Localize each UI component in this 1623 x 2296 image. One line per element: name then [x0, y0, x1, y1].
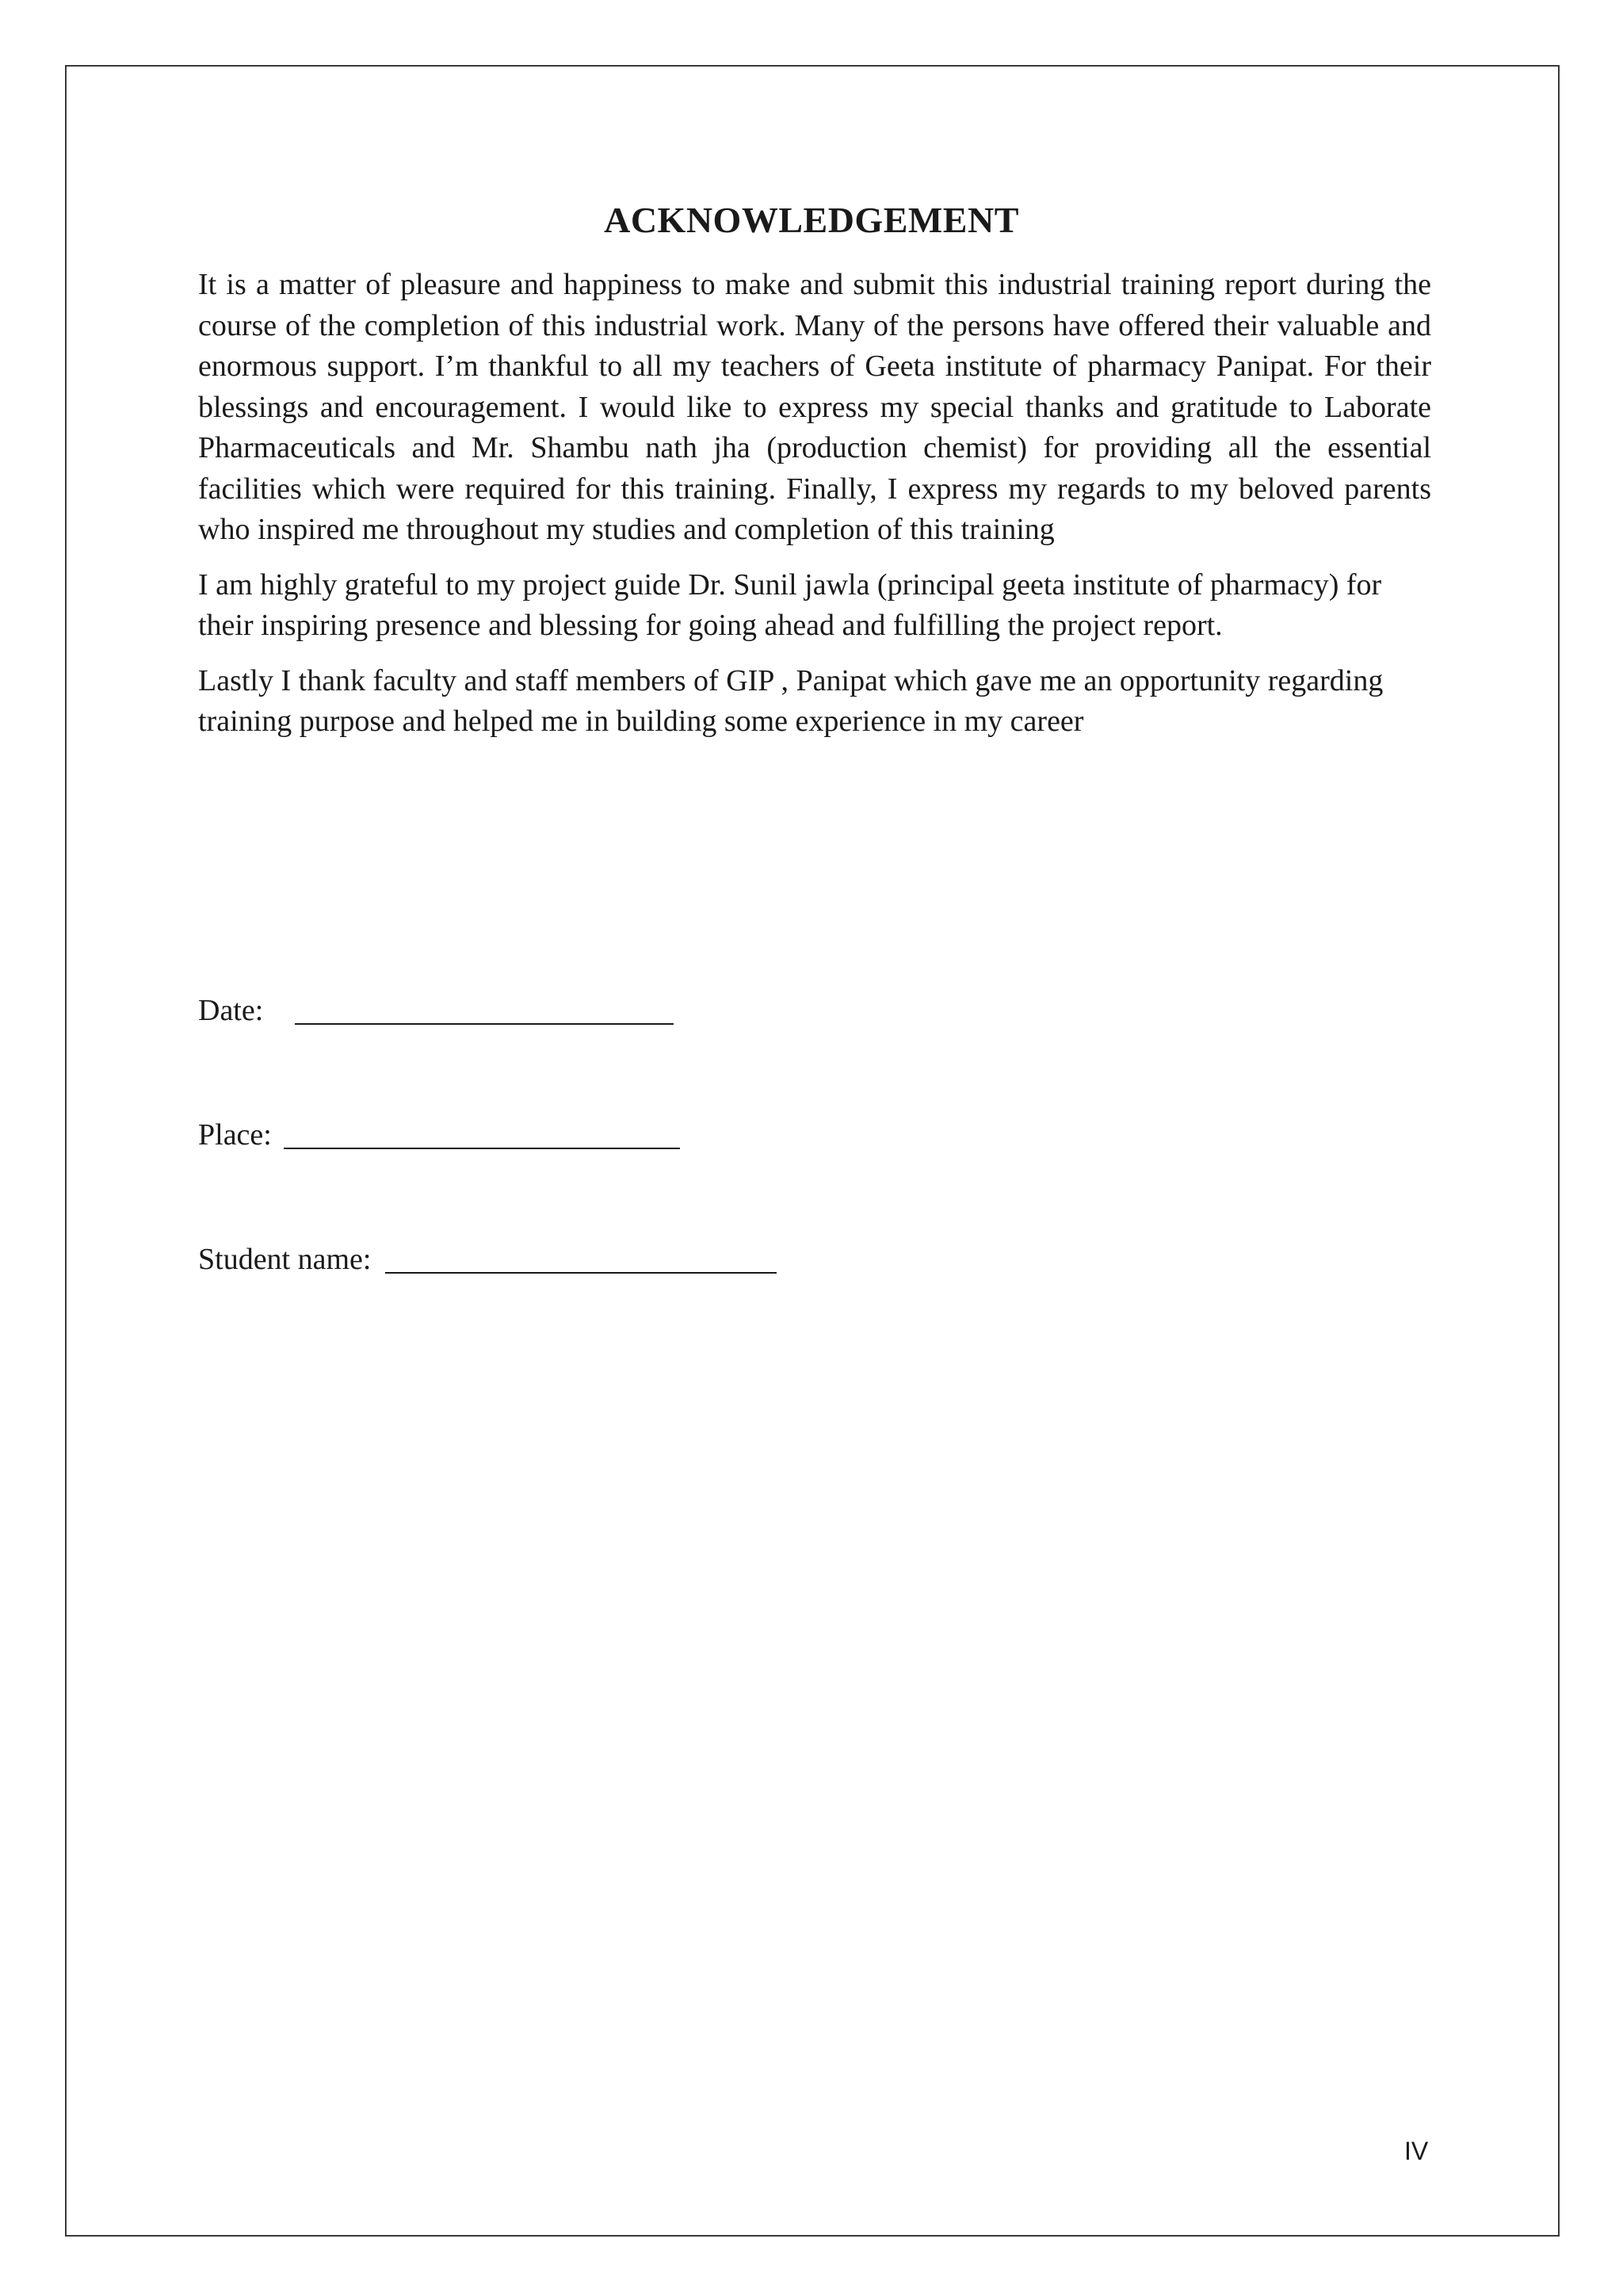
place-field — [198, 1115, 680, 1155]
paragraph-project-guide: I am highly grateful to my project guide Dr. Sunil jawla (principal geeta institute of pharmacy) for their inspiring presence and blessing for going ahead and fulfilling the project report. — [198, 567, 1382, 642]
student-name-blank-line — [385, 1242, 777, 1274]
page-number: IV — [1404, 2137, 1429, 2165]
page-title: ACKNOWLEDGEMENT — [604, 200, 1019, 240]
place-label: Place: — [198, 1118, 272, 1152]
acknowledgement-body — [198, 265, 1431, 757]
date-blank-line — [295, 993, 674, 1025]
student-name-field — [198, 1240, 777, 1279]
paragraph-gratitude: It is a matter of pleasure and happiness to make and submit this industrial training report during the course of the completion of this industrial work. Many of the persons have offered their valuable and enormous support. I’m thankful to all my teachers of Geeta institute of pharmacy Panipat. For their blessings and encouragement. I would like to express my special thanks and gratitude to Laborate Pharmaceuticals and Mr. Shambu nath jha (production chemist) for providing all the essential facilities which were required for this training. Finally, I express my regards to my beloved parents who inspired me throughout my studies and completion of this training — [198, 268, 1431, 546]
date-field — [198, 991, 674, 1030]
student-name-label: Student name: — [198, 1243, 372, 1276]
date-label: Date: — [198, 994, 264, 1027]
paragraph-faculty-thanks: Lastly I thank faculty and staff members of GIP , Panipat which gave me an opportunity regarding training purpose and helped me in building some experience in my career — [198, 663, 1384, 738]
place-blank-line — [284, 1117, 680, 1149]
